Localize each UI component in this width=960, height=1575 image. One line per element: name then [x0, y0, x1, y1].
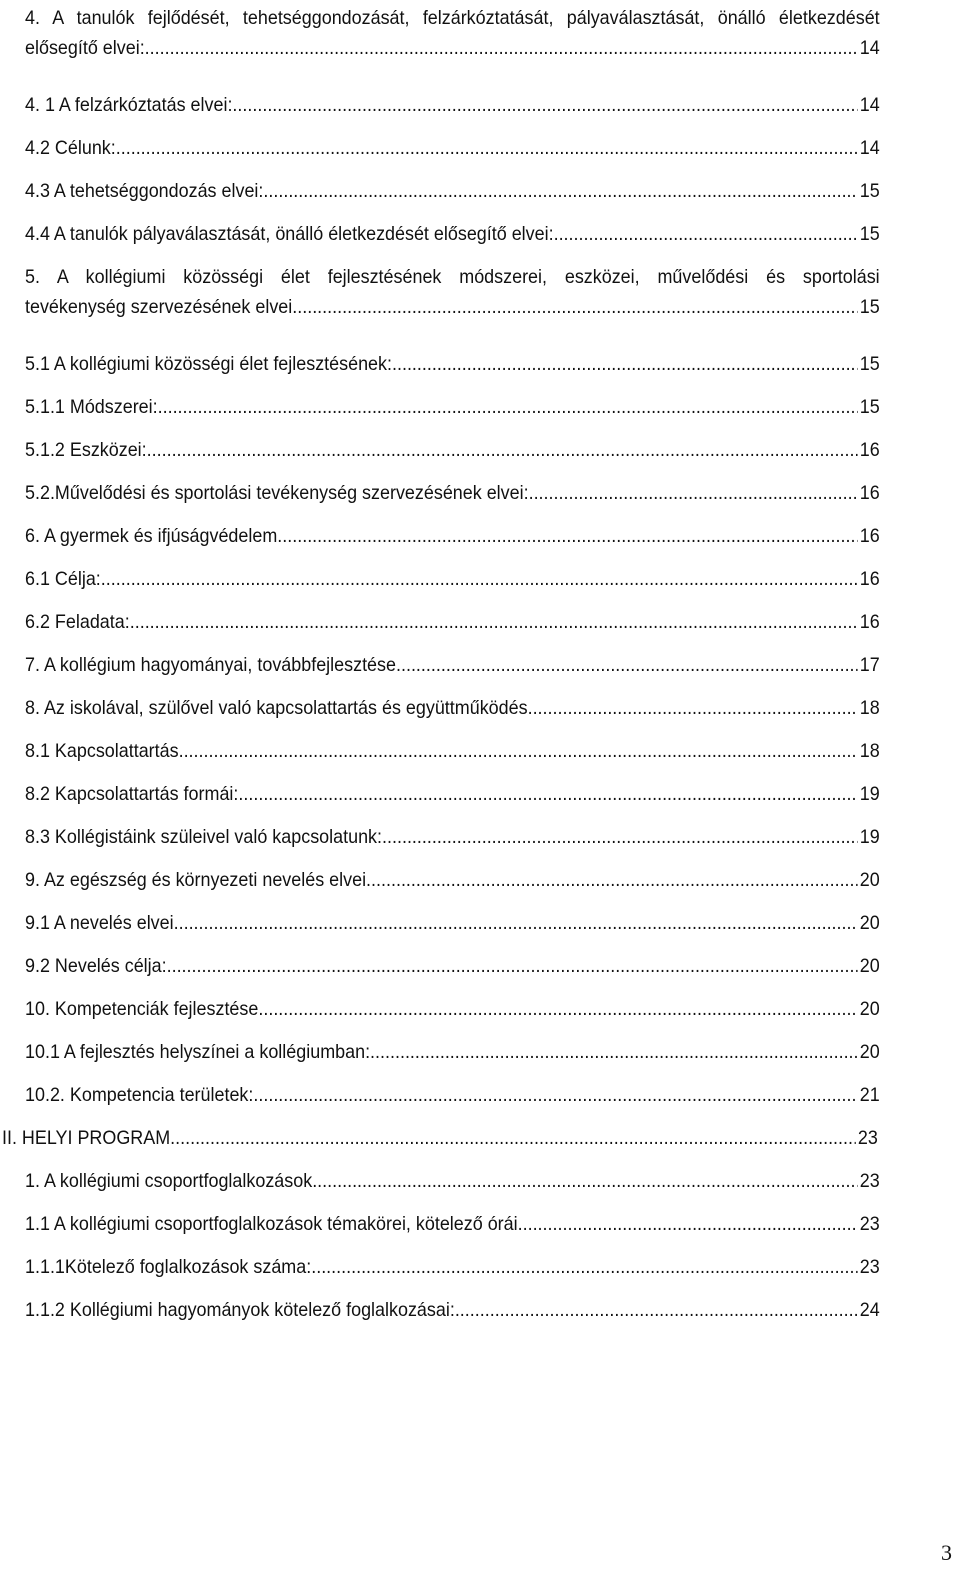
toc-entry[interactable]	[25, 1295, 880, 1325]
toc-entry-title: 10.2. Kompetencia területek:	[25, 1084, 254, 1106]
toc-page-number: 16	[859, 439, 880, 461]
toc-entry-title: 8.2 Kapcsolattartás formái:	[25, 783, 239, 805]
dot-leader	[312, 1166, 858, 1196]
dot-leader	[174, 908, 858, 938]
toc-entry-title: 5.1.1 Módszerei:	[25, 396, 158, 418]
toc-entry[interactable]	[25, 1209, 880, 1239]
dot-leader	[455, 1295, 858, 1325]
toc-entry-title-line1: 4. A tanulók fejlődését, tehetséggondozását, felzárkóztatását, pályaválasztását, önálló életkezdését	[25, 7, 880, 29]
toc-page-number: 20	[859, 1041, 880, 1063]
toc-entry[interactable]	[25, 908, 880, 938]
dot-leader	[366, 865, 858, 895]
toc-entry-title: 1. A kollégiumi csoportfoglalkozások	[25, 1170, 313, 1192]
toc-entry[interactable]	[25, 564, 880, 594]
dot-leader	[277, 521, 858, 551]
toc-page-number: 20	[859, 912, 880, 934]
toc-entry-title: 6.1 Célja:	[25, 568, 101, 590]
toc-entry[interactable]	[25, 865, 880, 895]
toc-page-number: 20	[859, 869, 880, 891]
toc-entry[interactable]	[25, 607, 880, 637]
toc-entry-title: 5.1 A kollégiumi közösségi élet fejlesztésének:	[25, 353, 392, 375]
toc-entry[interactable]	[25, 219, 880, 249]
dot-leader	[167, 951, 858, 981]
dot-leader	[518, 1209, 858, 1239]
toc-page-number: 16	[859, 525, 880, 547]
dot-leader	[292, 292, 858, 322]
toc-page-number: 16	[859, 482, 880, 504]
dot-leader	[554, 219, 858, 249]
dot-leader	[263, 176, 857, 206]
toc-entry-title: 10. Kompetenciák fejlesztése	[25, 998, 259, 1020]
toc-entry[interactable]	[25, 90, 880, 120]
toc-entry-title: 8.1 Kapcsolattartás	[25, 740, 179, 762]
dot-leader	[382, 822, 858, 852]
dot-leader	[232, 90, 857, 120]
toc-entry[interactable]	[25, 951, 880, 981]
toc-page-number: 14	[859, 137, 880, 159]
toc-entry-title: 1.1 A kollégiumi csoportfoglalkozások témakörei, kötelező órái	[25, 1213, 518, 1235]
toc-page-number: 20	[859, 955, 880, 977]
toc-page-number: 17	[859, 654, 880, 676]
dot-leader	[130, 607, 858, 637]
dot-leader	[528, 693, 858, 723]
toc-entry-title-line2: elősegítő elvei:	[25, 37, 145, 59]
dot-leader	[238, 779, 857, 809]
dot-leader	[158, 392, 858, 422]
dot-leader	[258, 994, 858, 1024]
toc-entry[interactable]	[25, 133, 880, 163]
toc-entry-title: 8. Az iskolával, szülővel való kapcsolattartás és együttműködés	[25, 697, 528, 719]
toc-entry-title: 10.1 A fejlesztés helyszínei a kollégiumban:	[25, 1041, 371, 1063]
toc-entry-title: 6.2 Feladata:	[25, 611, 130, 633]
toc-entry[interactable]	[25, 478, 880, 508]
toc-entry[interactable]	[25, 1080, 880, 1110]
toc-page-number: 20	[859, 998, 880, 1020]
toc-entry-title: 4.2 Célunk:	[25, 137, 116, 159]
toc-page-number: 15	[859, 296, 880, 318]
toc-page-number: 15	[859, 223, 880, 245]
dot-leader	[116, 133, 858, 163]
toc-page-number: 15	[859, 396, 880, 418]
toc-entry[interactable]	[25, 1037, 880, 1067]
toc-entry-title-line2: tevékenység szervezésének elvei	[25, 296, 293, 318]
toc-page-number: 24	[859, 1299, 880, 1321]
toc-entry-5[interactable]	[25, 262, 880, 322]
toc-entry-title: 9. Az egészség és környezeti nevelés elvei	[25, 869, 367, 891]
toc-entry-title: 4. 1 A felzárkóztatás elvei:	[25, 94, 233, 116]
toc-entry-title: 6. A gyermek és ifjúságvédelem	[25, 525, 278, 547]
page-number: 3	[941, 1540, 952, 1565]
toc-entry[interactable]	[25, 349, 880, 379]
dot-leader	[101, 564, 858, 594]
dot-leader	[370, 1037, 858, 1067]
toc-entry[interactable]	[25, 822, 880, 852]
dot-leader	[170, 1123, 856, 1153]
dot-leader	[529, 478, 858, 508]
toc-entry-title: 9.1 A nevelés elvei	[25, 912, 174, 934]
dot-leader	[145, 33, 858, 63]
toc-entry[interactable]	[25, 779, 880, 809]
toc-page-number: 14	[859, 94, 880, 116]
toc-page-number: 16	[859, 568, 880, 590]
toc-entry[interactable]	[25, 435, 880, 465]
toc-page-number: 15	[859, 353, 880, 375]
toc-entry-title: 9.2 Nevelés célja:	[25, 955, 167, 977]
toc-entry[interactable]	[25, 994, 880, 1024]
toc-page-number: 19	[859, 783, 880, 805]
toc-entry-4[interactable]	[25, 3, 880, 63]
toc-entry-title: 5.2.Művelődési és sportolási tevékenység szervezésének elvei:	[25, 482, 529, 504]
toc-entry[interactable]	[25, 176, 880, 206]
dot-leader	[179, 736, 858, 766]
toc-page-number: 23	[859, 1256, 880, 1278]
dot-leader	[147, 435, 858, 465]
toc-entry-title: 1.1.1Kötelező foglalkozások száma:	[25, 1256, 312, 1278]
dot-leader	[253, 1080, 857, 1110]
toc-page-number: 23	[859, 1170, 880, 1192]
toc-entry-title: 8.3 Kollégistáink szüleivel való kapcsolatunk:	[25, 826, 383, 848]
toc-entry-title: 1.1.2 Kollégiumi hagyományok kötelező foglalkozásai:	[25, 1299, 455, 1321]
toc-page-number: 23	[859, 1213, 880, 1235]
toc-entry[interactable]	[25, 650, 880, 680]
toc-page-number: 18	[859, 697, 880, 719]
toc-page-number: 16	[859, 611, 880, 633]
toc-entry[interactable]	[25, 693, 880, 723]
toc-entry[interactable]	[25, 736, 880, 766]
toc-entry[interactable]	[25, 392, 880, 422]
toc-page-number: 21	[859, 1084, 880, 1106]
dot-leader	[396, 650, 858, 680]
dot-leader	[392, 349, 858, 379]
dot-leader	[311, 1252, 858, 1282]
toc-page-number: 19	[859, 826, 880, 848]
toc-entry-title: 5.1.2 Eszközei:	[25, 439, 147, 461]
toc-entry[interactable]	[25, 521, 880, 551]
toc-entry-title: 4.4 A tanulók pályaválasztását, önálló életkezdését elősegítő elvei:	[25, 223, 554, 245]
toc-entry[interactable]	[2, 1123, 878, 1153]
toc-entry-title: II. HELYI PROGRAM	[2, 1127, 171, 1149]
toc-page-number: 14	[859, 37, 880, 59]
toc-page-number: 23	[857, 1127, 878, 1149]
toc-entry[interactable]	[25, 1166, 880, 1196]
toc-entry-title: 4.3 A tehetséggondozás elvei:	[25, 180, 264, 202]
toc-page-number: 15	[859, 180, 880, 202]
toc-entry-title-line1: 5. A kollégiumi közösségi élet fejlesztésének módszerei, eszközei, művelődési és sportolási	[25, 266, 880, 288]
toc-entry-title: 7. A kollégium hagyományai, továbbfejlesztése	[25, 654, 396, 676]
toc-page-number: 18	[859, 740, 880, 762]
toc-entry[interactable]	[25, 1252, 880, 1282]
